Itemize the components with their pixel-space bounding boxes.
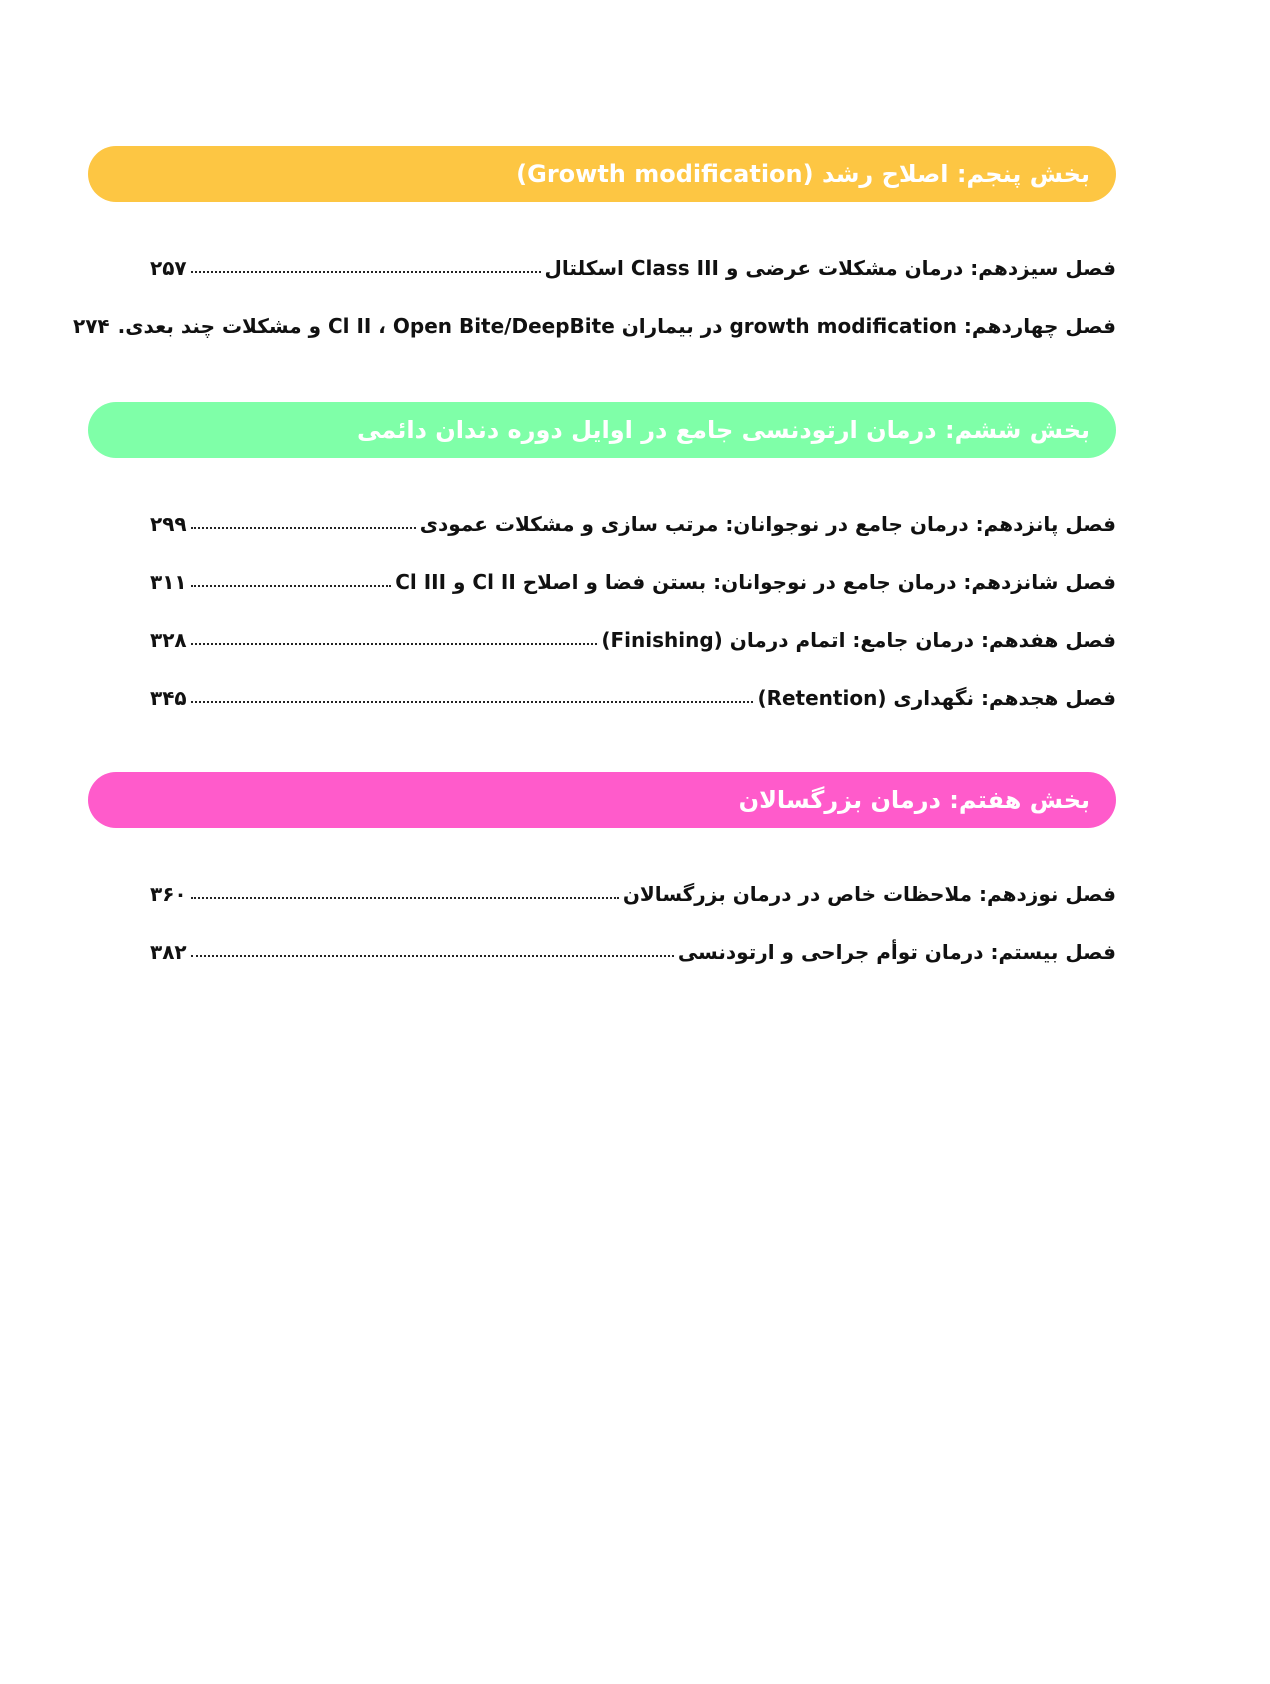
dot-leader bbox=[191, 643, 598, 645]
section-title: بخش هفتم: درمان بزرگسالان bbox=[738, 786, 1090, 814]
section-title: بخش پنجم: اصلاح رشد (Growth modification) bbox=[516, 160, 1090, 188]
page-number: ۳۲۸ bbox=[150, 628, 187, 652]
dot-leader bbox=[191, 585, 392, 587]
chapter-title: فصل پانزدهم: درمان جامع در نوجوانان: مرتب سازی و مشکلات عمودی bbox=[419, 512, 1116, 536]
section-header-7 bbox=[88, 772, 1116, 828]
page-number: ۲۷۴ bbox=[73, 314, 110, 338]
section-header-5 bbox=[88, 146, 1116, 202]
chapter-title: فصل هفدهم: درمان جامع: اتمام درمان (Finishing) bbox=[601, 628, 1116, 652]
toc-entry-chapter-17[interactable] bbox=[150, 620, 1116, 652]
page-number: ۲۵۷ bbox=[150, 256, 187, 280]
chapter-title: فصل بیستم: درمان توأم جراحی و ارتودنسی bbox=[677, 940, 1116, 964]
dot-leader bbox=[191, 271, 541, 273]
dot-leader bbox=[191, 955, 674, 957]
toc-entry-chapter-16[interactable] bbox=[150, 562, 1116, 594]
chapter-title: فصل هجدهم: نگهداری (Retention) bbox=[757, 686, 1116, 710]
toc-entry-chapter-18[interactable] bbox=[150, 678, 1116, 710]
toc-entry-chapter-14[interactable] bbox=[73, 306, 1116, 338]
toc-entry-chapter-20[interactable] bbox=[150, 932, 1116, 964]
chapter-title: فصل نوزدهم: ملاحظات خاص در درمان بزرگسالان bbox=[622, 882, 1116, 906]
dot-leader bbox=[191, 527, 416, 529]
dot-leader bbox=[191, 897, 619, 899]
page-number: ۳۱۱ bbox=[150, 570, 187, 594]
toc-entry-chapter-19[interactable] bbox=[150, 874, 1116, 906]
page-number: ۳۶۰ bbox=[150, 882, 187, 906]
section-header-6 bbox=[88, 402, 1116, 458]
page-number: ۲۹۹ bbox=[150, 512, 187, 536]
page-number: ۳۸۲ bbox=[150, 940, 187, 964]
chapter-title: فصل چهاردهم: growth modification در بیماران Cl II ، Open Bite/DeepBite و مشکلات چند بعدی. bbox=[117, 314, 1116, 338]
chapter-title: فصل سیزدهم: درمان مشکلات عرضی و Class III اسکلتال bbox=[544, 256, 1116, 280]
chapter-title: فصل شانزدهم: درمان جامع در نوجوانان: بستن فضا و اصلاح Cl II و Cl III bbox=[395, 570, 1116, 594]
toc-entry-chapter-13[interactable] bbox=[150, 248, 1116, 280]
dot-leader bbox=[191, 701, 754, 703]
toc-entry-chapter-15[interactable] bbox=[150, 504, 1116, 536]
page-number: ۳۴۵ bbox=[150, 686, 187, 710]
section-title: بخش ششم: درمان ارتودنسی جامع در اوایل دوره دندان دائمی bbox=[356, 416, 1090, 444]
